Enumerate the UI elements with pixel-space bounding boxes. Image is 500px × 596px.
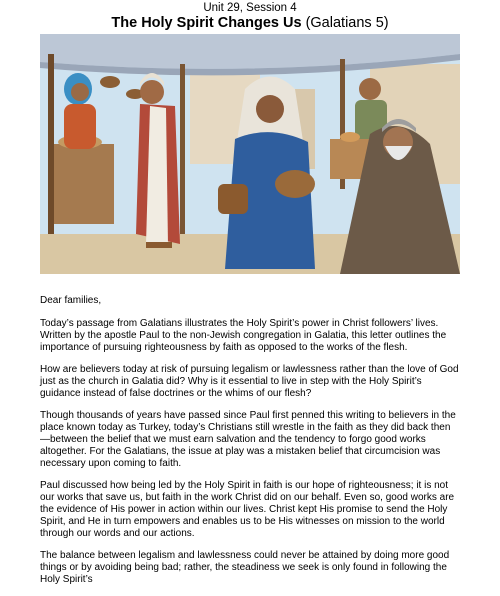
page-title	[0, 15, 500, 32]
bible-story-illustration	[40, 34, 460, 274]
title-main: The Holy Spirit Changes Us	[111, 15, 302, 31]
session-label: Unit 29, Session 4	[203, 2, 297, 14]
letter-paragraph: The balance between legalism and lawlessness could never be attained by doing more good things or by avoiding being bad; rather, the steadiness we seek is only found in following the Holy Spirit’s	[40, 550, 450, 585]
page-header	[0, 0, 500, 32]
letter-paragraph: Today’s passage from Galatians illustrates the Holy Spirit’s power in Christ followers’ lives. Written by the apostle Paul to the non-Jewish congregation in Galatia, this letter outlines the importance of pursuing righteousness by faith as opposed to the works of the flesh.	[40, 318, 447, 353]
letter-greeting: Dear families,	[40, 295, 102, 306]
letter-paragraph: Paul discussed how being led by the Holy Spirit in faith is our hope of righteousness; it is not our works that save us, but faith in the work Christ did on our behalf. Even so, good works are the evidence of His power in action within our lives. Christ kept His promise to send the Holy Spirit, and He in turn empowers and enables us to be His witnesses on mission to the world through our words and our actions.	[40, 480, 455, 539]
letter-body	[40, 295, 460, 596]
letter-paragraph: How are believers today at risk of pursuing legalism or lawlessness rather than the love of God just as the church in Galatia did? Why is it essential to live in step with the Holy Spirit’s guidance instead of false doctrines or the whims of our flesh?	[40, 364, 459, 399]
letter-paragraph: Though thousands of years have passed since Paul first penned this writing to believers in the place known today as Turkey, today’s Christians still wrestle in the faith as they did back then—between the belief that we must earn salvation and the tendency to forgo good works altogether. For the Galatians, the issue at play was a mistaken belief that circumcision was necessary upon coming to faith.	[40, 410, 456, 469]
title-scripture-reference: (Galatians 5)	[305, 15, 389, 31]
